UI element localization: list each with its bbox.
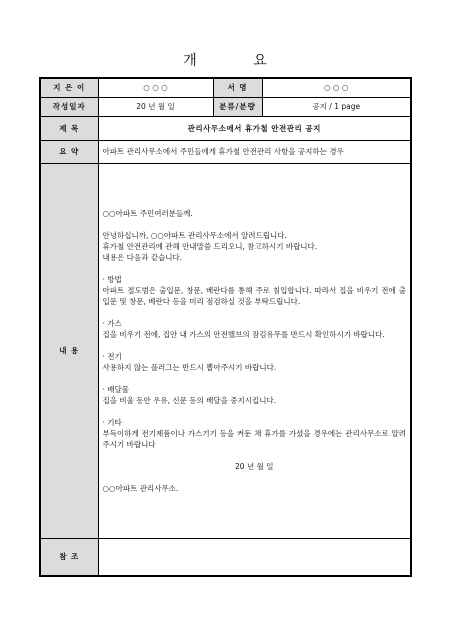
section-body-electric: 사용하지 않는 플러그는 반드시 뽑아주시기 바랍니다. <box>102 362 277 372</box>
row-date <box>40 97 411 116</box>
author-value: ○ ○ ○ <box>98 78 213 97</box>
content-label: 내 용 <box>40 163 98 538</box>
section-body-other: 부득이하게 전기제품이나 가스기기 등을 켜둔 채 휴가를 가셨을 경우에는 관리사무소로 알려주시기 바랍니다 <box>102 428 406 449</box>
row-subject <box>40 116 411 140</box>
reference-value <box>98 538 411 576</box>
section-body-method: 아파트 절도범은 출입문, 창문, 베란다를 통해 주로 침입합니다. 따라서 집을 비우기 전에 출입문 및 창문, 베란다 등을 미리 점검하실 것을 부탁드립니다. <box>102 285 406 306</box>
section-title-delivery: · 배달물 <box>102 384 130 394</box>
section-title-other: · 기타 <box>102 417 122 427</box>
section-body-gas: 집을 비우기 전에, 집안 내 가스의 안전밸브의 잠김유무를 반드시 확인하시기 바랍니다. <box>102 329 385 339</box>
row-author <box>40 78 411 97</box>
summary-value: 아파트 관리사무소에서 주민들에게 휴가철 안전관리 사항을 공지하는 경우 <box>98 140 411 163</box>
author-label: 지 은 이 <box>40 78 98 97</box>
greeting: ○○아파트 주민여러분들께. <box>102 208 193 218</box>
date-value: 20 년 월 일 <box>98 97 213 116</box>
signature-value: ○ ○ ○ <box>262 78 411 97</box>
intro-line-1: 안녕하십니까, ○○아파트 관리사무소에서 알려드립니다. <box>102 230 287 240</box>
page-title: 개 요 <box>183 53 293 69</box>
row-content <box>40 163 411 538</box>
category-value: 공지 / 1 page <box>262 97 411 116</box>
sign-off: ○○아파트 관리사무소. <box>102 483 179 493</box>
document-form <box>39 77 412 577</box>
summary-label: 요 약 <box>40 140 98 163</box>
section-title-gas: · 가스 <box>102 318 122 328</box>
category-label: 분류/분량 <box>213 97 262 116</box>
intro-line-3: 내용은 다음과 같습니다. <box>102 252 183 262</box>
section-title-method: · 방법 <box>102 274 122 284</box>
intro-line-2: 휴가철 안전관리에 관해 안내말씀 드리오니, 참고하시기 바랍니다. <box>102 241 318 251</box>
subject-label: 제 목 <box>40 116 98 140</box>
reference-label: 참 조 <box>40 538 98 576</box>
date-label: 작성일자 <box>40 97 98 116</box>
section-body-delivery: 집을 비울 동안 우유, 신문 등의 배달을 중지시킵니다. <box>102 395 277 405</box>
subject-value: 관리사무소에서 휴가철 안전관리 공지 <box>98 116 411 140</box>
row-summary <box>40 140 411 163</box>
content-body <box>98 163 411 538</box>
row-reference <box>40 538 411 576</box>
closing-date: 20 년 월 일 <box>235 461 274 471</box>
section-title-electric: · 전기 <box>102 351 122 361</box>
signature-label: 서 명 <box>213 78 262 97</box>
